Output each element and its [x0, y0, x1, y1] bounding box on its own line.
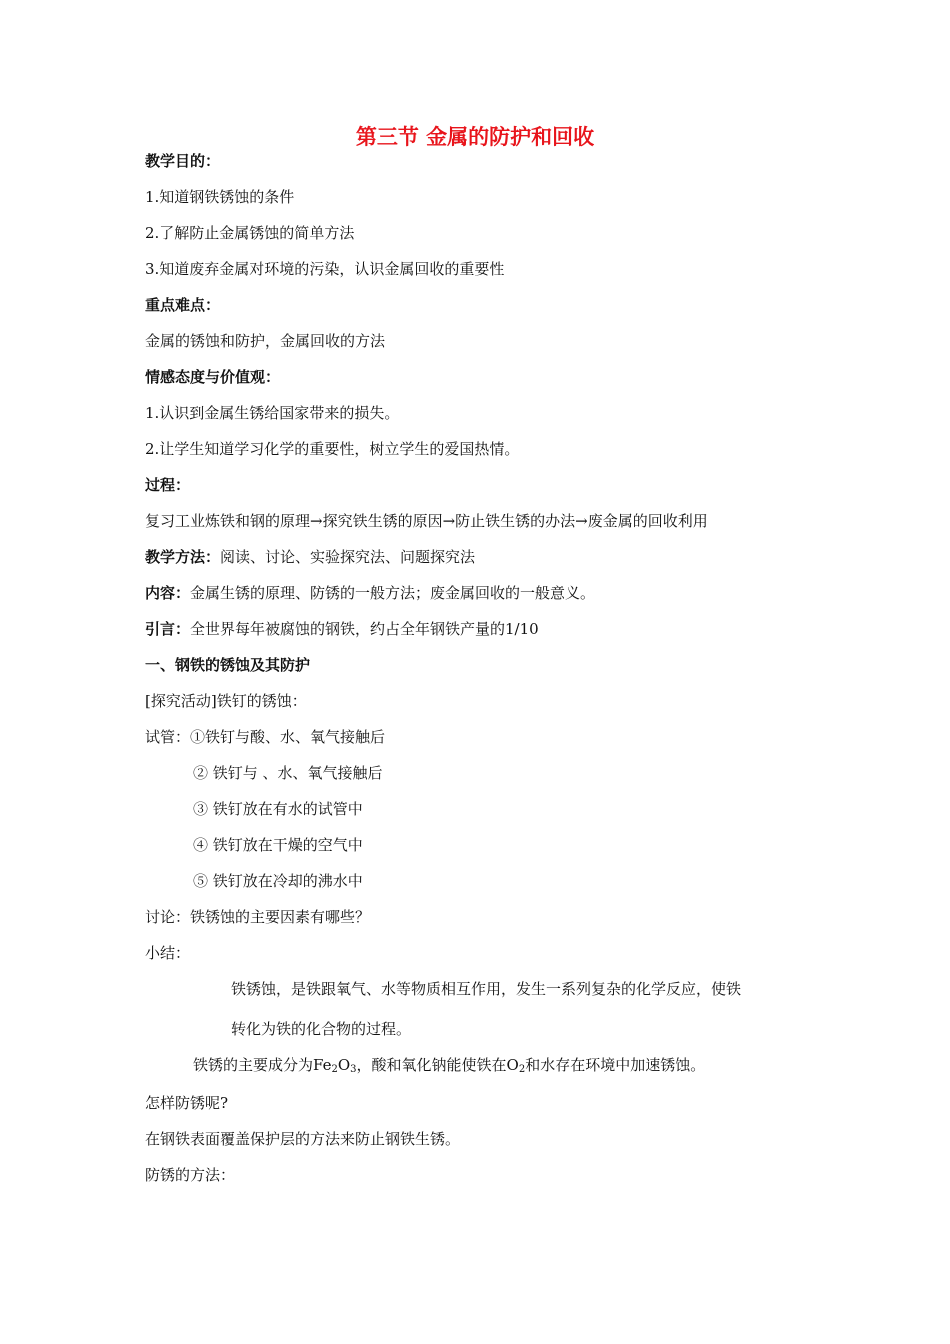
subscript: 3: [350, 1064, 357, 1075]
values-item: 1.认识到金属生锈给国家带来的损失。: [145, 404, 400, 422]
summary-label: 小结：: [145, 944, 191, 962]
content-text: 金属生锈的原理、防锈的一般方法；废金属回收的一般意义。: [190, 584, 596, 602]
intro-line: [145, 618, 539, 640]
summary-text: 转化为铁的化合物的过程。: [231, 1020, 412, 1038]
process-text: 复习工业炼铁和钢的原理→探究铁生锈的原因→防止铁生锈的办法→废金属的回收利用: [145, 512, 708, 530]
objective-item: 1.知道钢铁锈蚀的条件: [145, 188, 295, 206]
content-label: 内容：: [145, 584, 191, 602]
rust-text: 和水存在环境中加速锈蚀。: [525, 1056, 706, 1074]
methods-label: 防锈的方法：: [145, 1166, 236, 1184]
objective-item: 3.知道废弃金属对环境的污染，认识金属回收的重要性: [145, 260, 505, 278]
rust-question: 怎样防锈呢?: [145, 1094, 229, 1112]
values-item: 2.让学生知道学习化学的重要性，树立学生的爱国热情。: [145, 440, 520, 458]
method-line: [145, 546, 475, 568]
page-title: 第三节 金属的防护和回收: [355, 125, 595, 149]
intro-text: 全世界每年被腐蚀的钢铁，约占全年钢铁产量的1/10: [190, 620, 539, 638]
tubes-label: 试管：: [145, 728, 191, 746]
method-label: 教学方法：: [145, 548, 221, 566]
subscript: 2: [518, 1064, 526, 1075]
key-points-text: 金属的锈蚀和防护，金属回收的方法: [145, 332, 386, 350]
tube-item: ③ 铁钉放在有水的试管中: [193, 800, 363, 818]
rust-composition: [193, 1054, 705, 1076]
subscript: 2: [331, 1064, 338, 1075]
tube-item: ② 铁钉与 、水、氧气接触后: [193, 764, 383, 782]
objective-item: 2.了解防止金属锈蚀的简单方法: [145, 224, 355, 242]
values-heading: 情感态度与价值观：: [145, 368, 281, 386]
method-text: 阅读、讨论、实验探究法、问题探究法: [220, 548, 476, 566]
tube-item: ①铁钉与酸、水、氧气接触后: [190, 728, 386, 746]
rust-answer: 在钢铁表面覆盖保护层的方法来防止钢铁生锈。: [145, 1130, 461, 1148]
tube-item: ⑤ 铁钉放在冷却的沸水中: [193, 872, 363, 890]
key-points-heading: 重点难点：: [145, 296, 221, 314]
summary-text: 铁锈蚀，是铁跟氧气、水等物质相互作用，发生一系列复杂的化学反应，使铁: [231, 980, 742, 998]
rust-text: 铁锈的主要成分为Fe: [193, 1056, 332, 1074]
section1-heading: 一、钢铁的锈蚀及其防护: [145, 656, 311, 674]
content-line: [145, 582, 595, 604]
process-heading: 过程：: [145, 476, 191, 494]
tube-item: ④ 铁钉放在干燥的空气中: [193, 836, 363, 854]
activity-title: [探究活动]铁钉的锈蚀：: [145, 692, 307, 710]
tube-line: [145, 726, 385, 748]
intro-label: 引言：: [145, 620, 191, 638]
objectives-heading: 教学目的：: [145, 152, 221, 170]
rust-text: O: [337, 1056, 351, 1074]
discussion-question: 讨论：铁锈蚀的主要因素有哪些？: [145, 908, 371, 926]
rust-text: ，酸和氧化钠能使铁在O: [356, 1056, 519, 1074]
